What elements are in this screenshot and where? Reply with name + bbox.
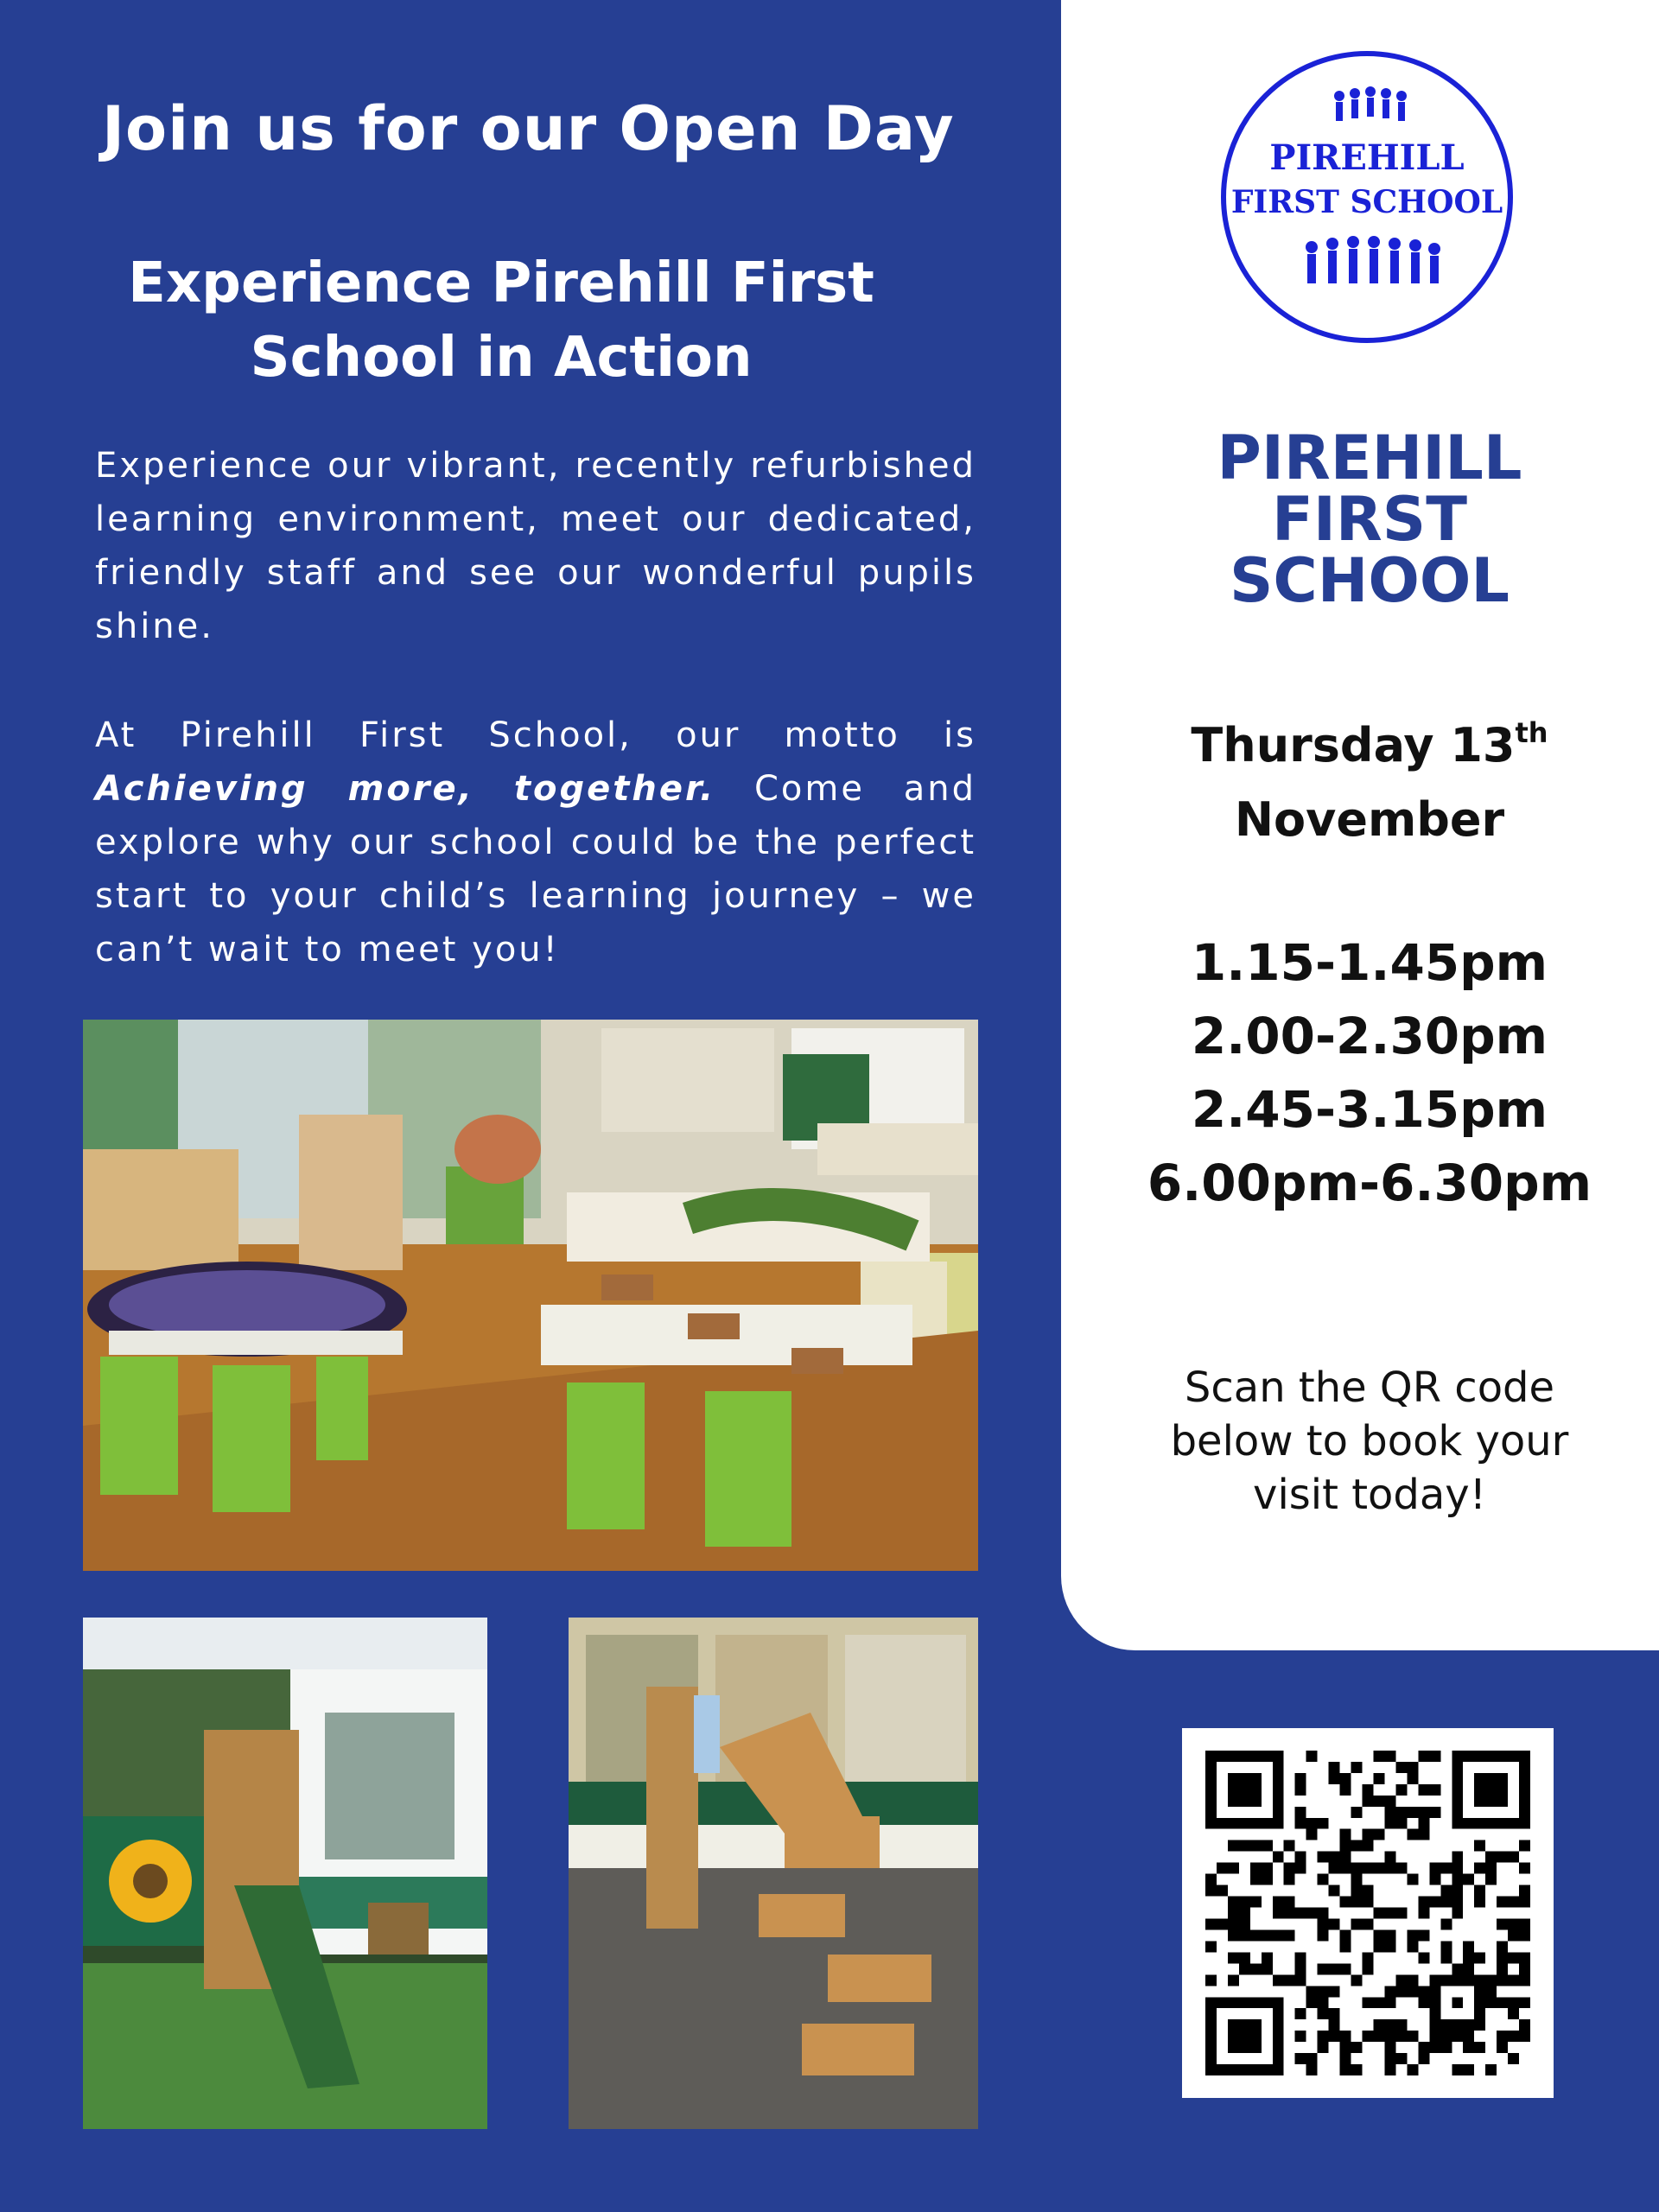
session-time-1: 1.15-1.45pm: [1191, 933, 1548, 992]
school-name-line-2: FIRST: [1272, 484, 1467, 555]
subtitle-line-2: School in Action: [250, 326, 753, 390]
scan-line-2: below to book your: [1170, 1417, 1569, 1465]
session-time-2: 2.00-2.30pm: [1191, 1007, 1548, 1065]
motto-intro-text: At Pirehill First School, our motto is: [95, 715, 976, 755]
session-time-3: 2.45-3.15pm: [1191, 1080, 1548, 1139]
motto-outro-text: Come and explore why our school could be the perfect start to your child’s learning journey – we can’t wait to meet you!: [95, 769, 976, 969]
outdoor-water-play-photo: [569, 1618, 978, 2129]
classroom-photo: [83, 1020, 978, 1571]
subtitle: [86, 246, 916, 395]
school-name: [1149, 423, 1590, 616]
date-day: Thursday 13: [1191, 718, 1516, 772]
event-date: [1141, 709, 1599, 857]
logo-line-1: PIREHILL: [1269, 137, 1465, 178]
playground-slide-photo: [83, 1618, 487, 2129]
motto-paragraph: [95, 709, 976, 976]
scan-line-1: Scan the QR code: [1184, 1363, 1555, 1412]
school-name-line-3: SCHOOL: [1230, 545, 1510, 616]
motto-text: Achieving more, together.: [95, 769, 716, 809]
school-name-line-1: PIREHILL: [1217, 423, 1522, 493]
date-month: November: [1234, 792, 1505, 847]
subtitle-line-1: Experience Pirehill First: [128, 251, 874, 315]
headline: Join us for our Open Day: [102, 93, 955, 164]
booking-qr-code[interactable]: [1182, 1728, 1554, 2098]
date-suffix: th: [1515, 716, 1548, 749]
intro-paragraph: Experience our vibrant, recently refurbished learning environment, meet our dedicated, friendly staff and see our wonderful pupils shine.: [95, 446, 976, 646]
logo-line-2: FIRST SCHOOL: [1230, 184, 1503, 220]
scan-instructions: [1132, 1361, 1607, 1522]
session-times: [1123, 926, 1616, 1220]
school-logo: [1218, 48, 1516, 346]
session-time-4: 6.00pm-6.30pm: [1147, 1154, 1592, 1212]
scan-line-3: visit today!: [1253, 1471, 1486, 1519]
